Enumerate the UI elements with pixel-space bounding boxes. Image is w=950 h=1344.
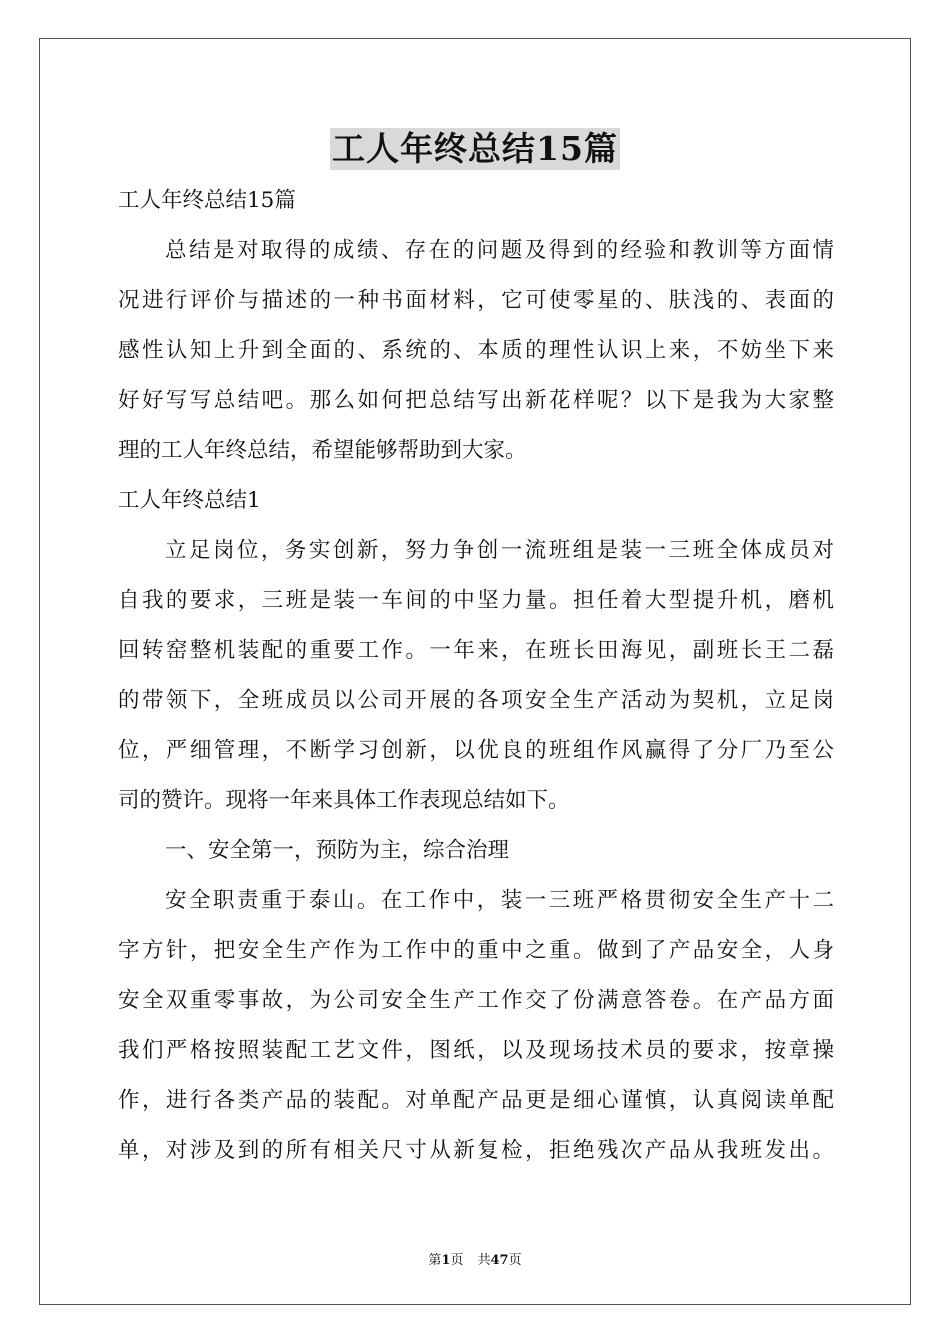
body-line: 我们严格按照装配工艺文件，图纸，以及现场技术员的要求，按章操 <box>118 1038 834 1063</box>
body-line: 位，严细管理，不断学习创新，以优良的班组作风赢得了分厂乃至公 <box>118 738 834 763</box>
body-line: 作，进行各类产品的装配。对单配产品更是细心谨慎，认真阅读单配 <box>118 1088 834 1113</box>
document-title: 工人年终总结15篇 <box>332 129 618 168</box>
body-line: 字方针，把安全生产作为工作中的重中之重。做到了产品安全，人身 <box>118 938 834 963</box>
body-line: 单，对涉及到的所有相关尺寸从新复检，拒绝残次产品从我班发出。 <box>118 1138 834 1163</box>
body-line: 自我的要求，三班是装一车间的中坚力量。担任着大型提升机，磨机 <box>118 588 834 613</box>
section-heading: 工人年终总结1 <box>118 488 261 513</box>
body-line: 理的工人年终总结，希望能够帮助到大家。 <box>118 438 527 463</box>
page-suffix: 页 <box>450 1253 464 1268</box>
subtitle-line: 工人年终总结15篇 <box>118 188 296 213</box>
page-prefix: 第 <box>428 1253 442 1268</box>
body-line: 立足岗位，务实创新，努力争创一流班组是装一三班全体成员对 <box>165 538 834 563</box>
body-line: 的带领下，全班成员以公司开展的各项安全生产活动为契机，立足岗 <box>118 688 834 713</box>
title-container <box>0 128 950 170</box>
body-line: 司的赞许。现将一年来具体工作表现总结如下。 <box>118 788 570 813</box>
body-line: 总结是对取得的成绩、存在的问题及得到的经验和教训等方面情 <box>165 238 834 263</box>
total-pages: 47 <box>490 1253 509 1268</box>
total-prefix: 共 <box>477 1253 491 1268</box>
body-line: 安全双重零事故，为公司安全生产工作交了份满意答卷。在产品方面 <box>118 988 834 1013</box>
page-number: 1 <box>441 1253 451 1268</box>
page-footer <box>0 1249 950 1268</box>
total-suffix: 页 <box>508 1253 522 1268</box>
subsection-heading: 一、安全第一，预防为主，综合治理 <box>165 838 510 863</box>
document-body <box>118 176 834 1176</box>
body-line: 好好写写总结吧。那么如何把总结写出新花样呢？以下是我为大家整 <box>118 388 834 413</box>
body-line: 回转窑整机装配的重要工作。一年来，在班长田海见，副班长王二磊 <box>118 638 834 663</box>
body-line: 况进行评价与描述的一种书面材料，它可使零星的、肤浅的、表面的 <box>118 288 834 313</box>
body-line: 安全职责重于泰山。在工作中，装一三班严格贯彻安全生产十二 <box>165 888 834 913</box>
body-line: 感性认知上升到全面的、系统的、本质的理性认识上来，不妨坐下来 <box>118 338 834 363</box>
